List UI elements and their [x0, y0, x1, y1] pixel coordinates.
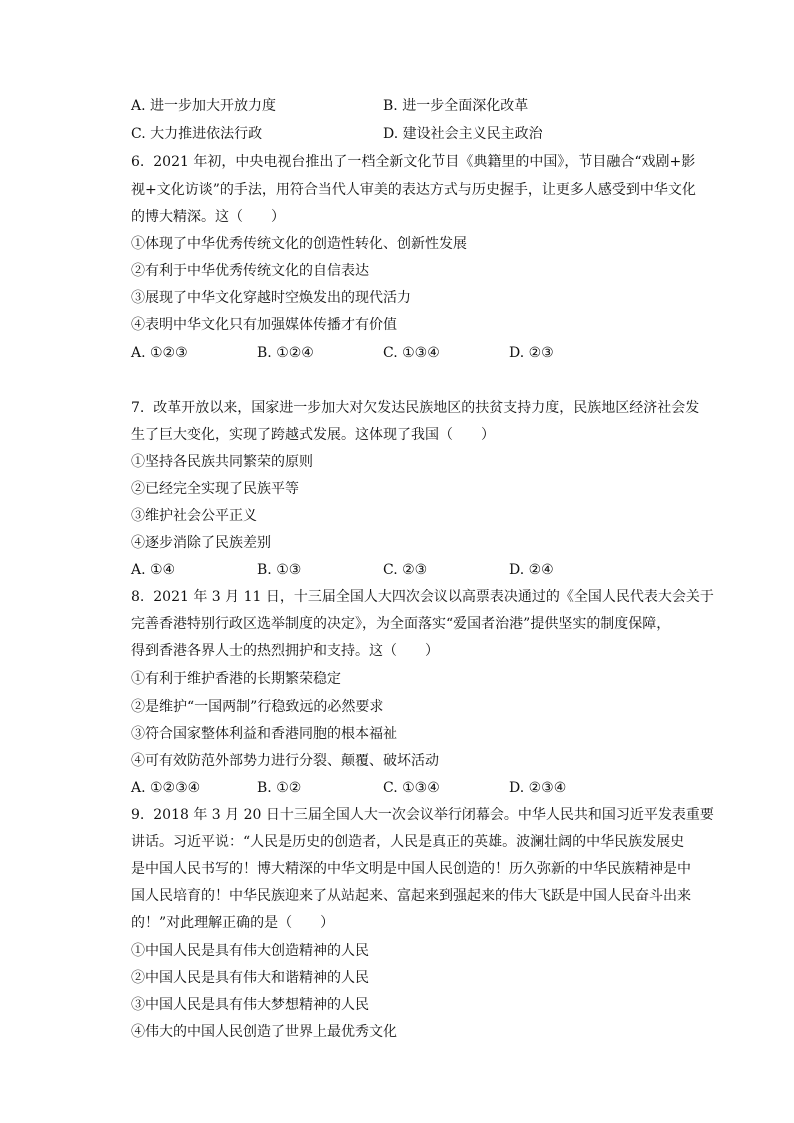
q9-item-1: ①中国人民是具有伟大创造精神的人民: [131, 943, 369, 959]
q7-stem-line-2: 生了巨大变化，实现了跨越式发展。这体现了我国（ ）: [131, 427, 495, 443]
q8-option-c: C. ①③④: [383, 780, 440, 796]
q8-item-2: ②是维护“一国两制”行稳致远的必然要求: [131, 699, 384, 715]
q6-stem-line-3: 的博大精深。这（ ）: [131, 209, 285, 225]
q6-item-3: ③展现了中华文化穿越时空焕发出的现代活力: [131, 290, 411, 306]
q9-stem-line-2: 讲话。习近平说：“人民是历史的创造者，人民是真正的英雄。波澜壮阔的中华民族发展史: [131, 834, 685, 850]
q8-stem-line-2: 完善香港特别行政区选举制度的决定》，为全面落实“爱国者治港”提供坚实的制度保障，: [131, 616, 671, 632]
q7-option-a: A. ①④: [131, 562, 176, 578]
q6-option-b: B. ①②④: [257, 345, 314, 361]
q7-option-c: C. ②③: [383, 562, 428, 578]
prev-option-b: B. 进一步全面深化改革: [383, 98, 529, 114]
q6-item-1: ①体现了中华优秀传统文化的创造性转化、创新性发展: [131, 236, 467, 252]
q7-item-4: ④逐步消除了民族差别: [131, 535, 271, 551]
q6-option-d: D. ②③: [509, 345, 554, 361]
q6-option-c: C. ①③④: [383, 345, 440, 361]
q8-option-b: B. ①②: [257, 780, 302, 796]
q7-item-2: ②已经完全实现了民族平等: [131, 481, 299, 497]
q8-stem-line-1: 8. 2021 年 3 月 11 日，十三届全国人大四次会议以高票表决通过的《全国人民代表大会关于: [131, 589, 714, 605]
q7-option-b: B. ①③: [257, 562, 302, 578]
q7-item-1: ①坚持各民族共同繁荣的原则: [131, 454, 313, 470]
q9-stem-line-4: 国人民培育的！中华民族迎来了从站起来、富起来到强起来的伟大飞跃是中国人民奋斗出来: [131, 888, 691, 904]
q9-stem-line-3: 是中国人民书写的！博大精深的中华文明是中国人民创造的！历久弥新的中华民族精神是中: [131, 861, 691, 877]
q6-item-4: ④表明中华文化只有加强媒体传播才有价值: [131, 317, 397, 333]
prev-option-c: C. 大力推进依法行政: [131, 126, 263, 142]
q9-item-4: ④伟大的中国人民创造了世界上最优秀文化: [131, 1024, 397, 1040]
q6-stem-line-2: 视+文化访谈”的手法，用符合当代人审美的表达方式与历史握手，让更多人感受到中华文化: [131, 182, 696, 198]
q6-option-a: A. ①②③: [131, 345, 188, 361]
q7-option-d: D. ②④: [509, 562, 554, 578]
q6-stem-line-1: 6. 2021 年初，中央电视台推出了一档全新文化节目《典籍里的中国》，节目融合“戏剧+影: [131, 154, 696, 170]
q8-item-3: ③符合国家整体利益和香港同胞的根本福祉: [131, 726, 397, 742]
q9-stem-line-1: 9. 2018 年 3 月 20 日十三届全国人大一次会议举行闭幕会。中华人民共和国习近平发表重要: [131, 807, 714, 823]
prev-option-d: D. 建设社会主义民主政治: [383, 126, 543, 142]
q8-item-1: ①有利于维护香港的长期繁荣稳定: [131, 671, 341, 687]
q8-item-4: ④可有效防范外部势力进行分裂、颠覆、破坏活动: [131, 753, 439, 769]
q9-item-3: ③中国人民是具有伟大梦想精神的人民: [131, 997, 369, 1013]
q8-stem-line-3: 得到香港各界人士的热烈拥护和支持。这（ ）: [131, 643, 439, 659]
q9-item-2: ②中国人民是具有伟大和谐精神的人民: [131, 970, 369, 986]
q8-option-a: A. ①②③④: [131, 780, 201, 796]
q7-item-3: ③维护社会公平正义: [131, 508, 257, 524]
q8-option-d: D. ②③④: [509, 780, 567, 796]
q9-stem-line-5: 的！”对此理解正确的是（ ）: [131, 915, 335, 931]
q6-item-2: ②有利于中华优秀传统文化的自信表达: [131, 263, 369, 279]
prev-option-a: A. 进一步加大开放力度: [131, 98, 277, 114]
q7-stem-line-1: 7. 改革开放以来，国家进一步加大对欠发达民族地区的扶贫支持力度，民族地区经济社会发: [131, 400, 700, 416]
